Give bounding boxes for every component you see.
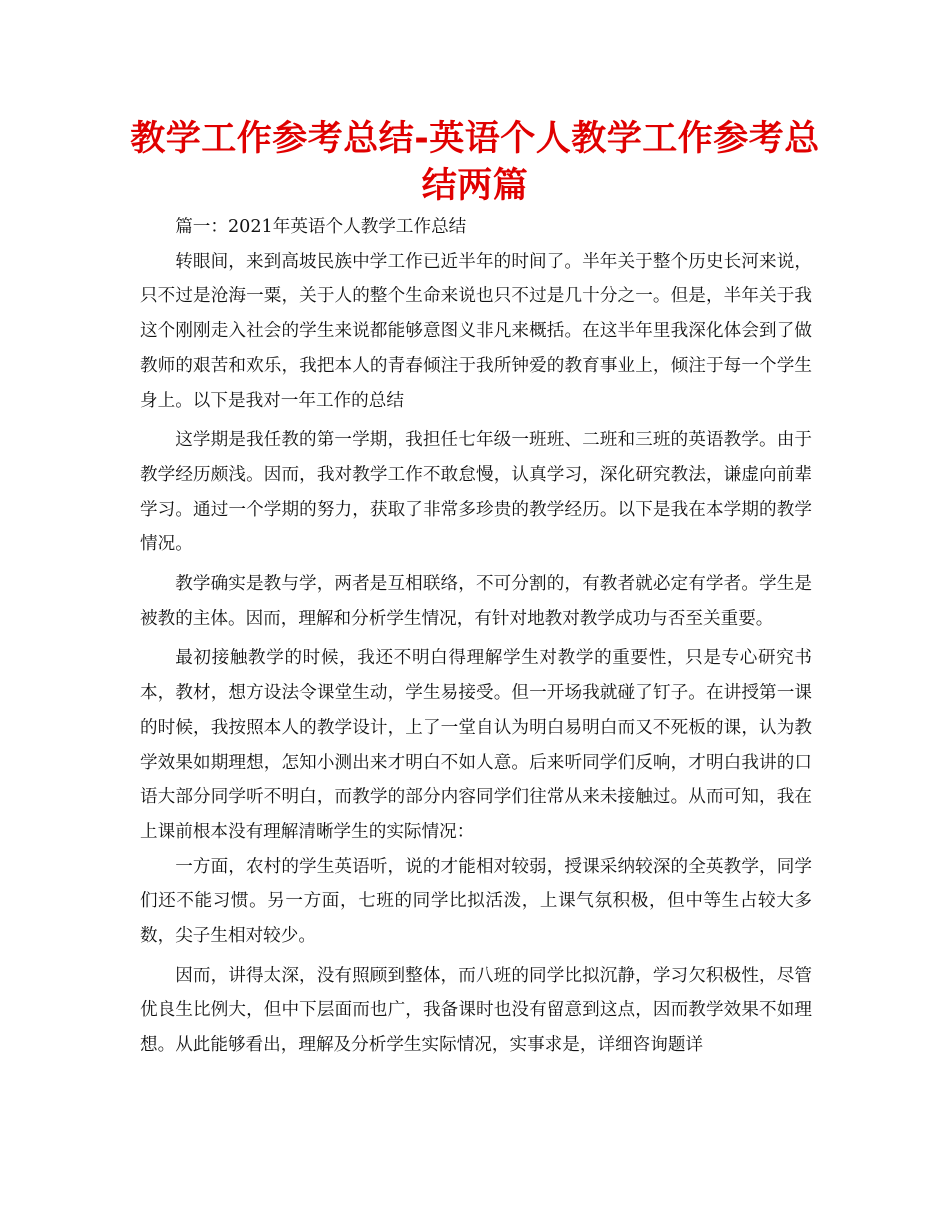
paragraph: 因而，讲得太深，没有照顾到整体，而八班的同学比拟沉静，学习欠积极性，尽管优良生比例大，但中下层面而也广，我备课时也没有留意到这点，因而教学效果不如理想。从此能够看出，理解及分析学生实际情况，实事求是，详细咨询题详: [140, 965, 812, 1056]
paragraph: 转眼间，来到高坡民族中学工作已近半年的时间了。半年关于整个历史长河来说，只不过是沧海一粟，关于人的整个生命来说也只不过是几十分之一。但是，半年关于我这个刚刚走入社会的学生来说都能够意图义非凡来概括。在这半年里我深化体会到了做教师的艰苦和欢乐，我把本人的青春倾注于我所钟爱的教育事业上，倾注于每一个学生身上。以下是我对一年工作的总结: [140, 251, 812, 411]
document-body: [140, 210, 812, 1063]
document-title: 教学工作参考总结-英语个人教学工作参考总结两篇: [130, 119, 820, 206]
paragraph: 教学确实是教与学，两者是互相联络，不可分割的，有教者就必定有学者。学生是被教的主体。因而，理解和分析学生情况，有针对地教对教学成功与否至关重要。: [140, 574, 812, 629]
paragraph: 一方面，农村的学生英语听，说的才能相对较弱，授课采纳较深的全英教学，同学们还不能习惯。另一方面，七班的同学比拟活泼，上课气氛积极，但中等生占较大多数，尖子生相对较少。: [140, 856, 812, 947]
paragraph: 这学期是我任教的第一学期，我担任七年级一班班、二班和三班的英语教学。由于教学经历颇浅。因而，我对教学工作不敢怠慢，认真学习，深化研究教法，谦虚向前辈学习。通过一个学期的努力，获取了非常多珍贵的教学经历。以下是我在本学期的教学情况。: [140, 430, 812, 555]
paragraph-section-heading: 篇一：2021年英语个人教学工作总结: [175, 217, 467, 237]
paragraph: 最初接触教学的时候，我还不明白得理解学生对教学的重要性，只是专心研究书本，教材，想方设法令课堂生动，学生易接受。但一开场我就碰了钉子。在讲授第一课的时候，我按照本人的教学设计，上了一堂自认为明白易明白而又不死板的课，认为教学效果如期理想，怎知小测出来才明白不如人意。后来听同学们反响，才明白我讲的口语大部分同学听不明白，而教学的部分内容同学们往常从来未接触过。从而可知，我在上课前根本没有理解清晰学生的实际情况：: [140, 648, 812, 842]
